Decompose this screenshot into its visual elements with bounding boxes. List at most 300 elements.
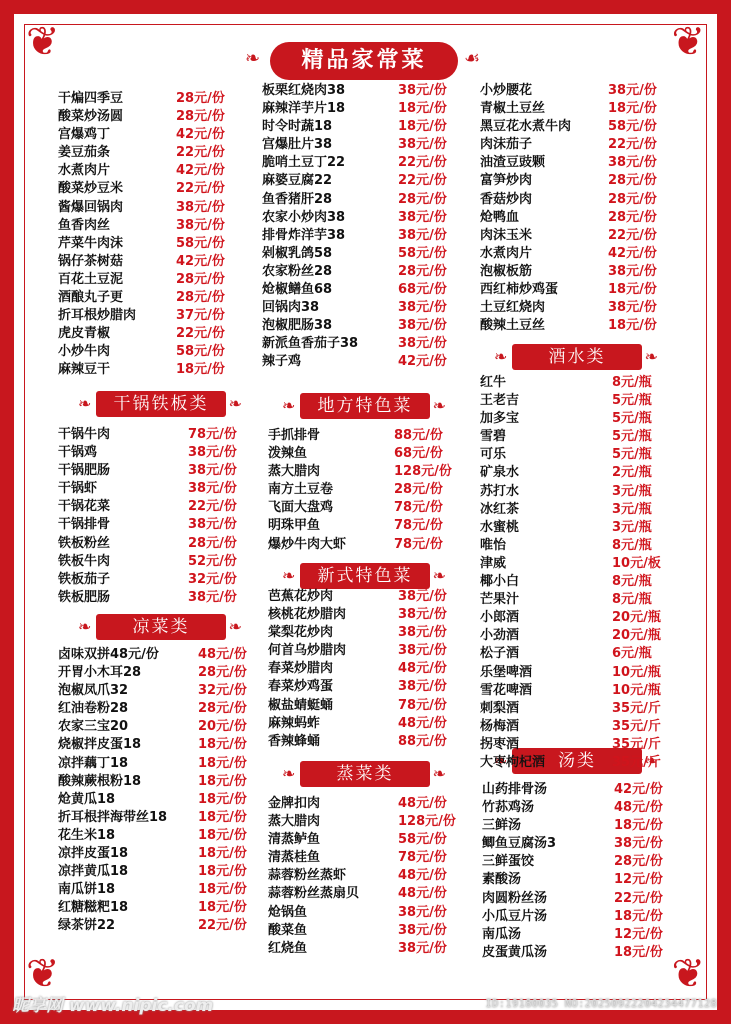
dish-price: 3元/瓶 xyxy=(612,483,652,499)
dish-price: 28元/份 xyxy=(608,191,657,207)
dish-price: 28元/份 xyxy=(176,91,225,106)
menu-item xyxy=(480,537,690,555)
menu-item xyxy=(480,700,690,718)
dish-price: 48元/份 xyxy=(614,800,663,816)
menu-item xyxy=(480,374,690,392)
menu-list-jiushui xyxy=(480,374,690,772)
dish-name: 刺梨酒 xyxy=(480,700,520,716)
dish-price: 18元/份 xyxy=(614,818,663,834)
dish-name: 农家粉丝28 xyxy=(262,263,333,279)
dish-price: 28元/份 xyxy=(398,191,447,207)
dish-name: 农家三宝20 xyxy=(58,719,129,735)
section-title-difang: ❧ 地方特色菜 ❧ xyxy=(300,393,430,419)
menu-item xyxy=(480,245,690,263)
dish-price: 28元/份 xyxy=(188,535,237,551)
dish-price: 38元/份 xyxy=(398,589,447,604)
dish-name: 铁板牛肉 xyxy=(58,553,111,569)
dish-name: 炝锅鱼 xyxy=(268,904,308,920)
dish-name: 酱爆回锅肉 xyxy=(58,199,124,215)
menu-list-difang xyxy=(268,427,468,554)
dish-name: 拐枣酒 xyxy=(480,736,520,752)
menu-item xyxy=(482,908,692,926)
dish-name: 皮蛋黄瓜汤 xyxy=(482,944,548,960)
menu-item xyxy=(482,890,692,908)
menu-item xyxy=(58,791,258,809)
dish-price: 38元/份 xyxy=(398,318,447,334)
dish-price: 38元/份 xyxy=(398,922,447,938)
dish-price: 38元/份 xyxy=(608,300,657,316)
dish-name: 山药排骨汤 xyxy=(482,782,548,797)
dish-price: 32元/份 xyxy=(188,571,237,587)
menu-item xyxy=(480,154,690,172)
dish-price: 5元/瓶 xyxy=(612,447,652,463)
dish-price: 38元/份 xyxy=(188,481,237,497)
dish-name: 芒果汁 xyxy=(480,592,520,608)
dish-price: 128元/份 xyxy=(394,464,452,480)
dish-name: 排骨炸洋芋38 xyxy=(262,227,346,243)
dish-price: 18元/份 xyxy=(608,318,657,334)
dish-name: 宫爆鸡丁 xyxy=(58,127,111,143)
menu-item xyxy=(268,678,468,696)
dish-name: 春菜炒腊肉 xyxy=(268,661,334,677)
dish-price: 38元/份 xyxy=(176,217,225,233)
dish-name: 干锅牛肉 xyxy=(58,427,111,442)
menu-item xyxy=(482,817,692,835)
menu-item xyxy=(58,682,258,700)
dish-name: 小炒牛肉 xyxy=(58,344,111,360)
menu-list-liangcai xyxy=(58,646,258,936)
dish-name: 金牌扣肉 xyxy=(268,796,321,811)
menu-item xyxy=(268,427,468,445)
dish-price: 58元/份 xyxy=(176,235,225,251)
dish-name: 百花土豆泥 xyxy=(58,271,124,287)
dish-name: 清蒸桂鱼 xyxy=(268,850,321,866)
dish-price: 8元/瓶 xyxy=(612,375,652,390)
menu-item xyxy=(480,118,690,136)
page-title: 精品家常菜 xyxy=(270,42,458,80)
dish-price: 68元/份 xyxy=(398,282,447,298)
dish-price: 32元/份 xyxy=(198,683,247,699)
menu-item xyxy=(58,664,258,682)
dish-price: 38元/份 xyxy=(398,679,447,695)
dish-name: 蒸大腊肉 xyxy=(268,814,321,830)
dish-name: 麻辣豆干 xyxy=(58,362,111,378)
menu-item xyxy=(58,498,248,516)
dish-price: 10元/瓶 xyxy=(612,664,661,680)
menu-item xyxy=(268,885,468,903)
section-title-tang: ❧ 汤类 ❧ xyxy=(512,748,642,774)
section-title-zhengcai: ❧ 蒸菜类 ❧ xyxy=(300,761,430,787)
dish-name: 蒜蓉粉丝蒸扇贝 xyxy=(268,886,360,902)
dish-name: 酸菜鱼 xyxy=(268,922,308,938)
dish-name: 芭蕉花炒肉 xyxy=(268,589,334,604)
dish-name: 小劲酒 xyxy=(480,628,520,644)
dish-name: 水煮肉片 xyxy=(58,163,111,179)
dish-price: 38元/份 xyxy=(398,336,447,352)
dish-price: 38元/份 xyxy=(398,607,447,623)
menu-item xyxy=(58,90,248,108)
dish-name: 肉沫玉米 xyxy=(480,227,533,243)
dish-price: 42元/份 xyxy=(176,127,225,143)
menu-item xyxy=(480,317,690,335)
menu-item xyxy=(58,845,258,863)
dish-price: 18元/份 xyxy=(198,737,247,753)
dish-price: 28元/份 xyxy=(176,109,225,125)
menu-item xyxy=(262,136,462,154)
dish-price: 42元/份 xyxy=(608,245,657,261)
dish-price: 18元/份 xyxy=(176,362,225,378)
dish-name: 芹菜牛肉沫 xyxy=(58,235,124,251)
dish-price: 38元/份 xyxy=(398,625,447,641)
menu-item xyxy=(482,835,692,853)
menu-item xyxy=(262,353,462,371)
dish-price: 78元/份 xyxy=(394,518,443,534)
dish-name: 鱼香肉丝 xyxy=(58,217,111,233)
menu-item xyxy=(268,642,468,660)
dish-price: 38元/份 xyxy=(398,209,447,225)
dish-name: 竹荪鸡汤 xyxy=(482,800,535,816)
menu-item xyxy=(268,624,468,642)
dish-price: 48元/份 xyxy=(398,886,447,902)
dish-price: 2元/瓶 xyxy=(612,465,652,481)
section-title-ganguo: ❧ 干锅铁板类 ❧ xyxy=(96,391,226,417)
dish-price: 18元/份 xyxy=(614,944,663,960)
dish-name: 何首乌炒腊肉 xyxy=(268,643,347,659)
dish-name: 麻辣蚂蚱 xyxy=(268,715,321,731)
dish-price: 28元/份 xyxy=(198,665,247,681)
dish-name: 脆哨土豆丁22 xyxy=(262,155,346,171)
menu-item xyxy=(482,853,692,871)
menu-item xyxy=(482,781,692,799)
dish-price: 20元/份 xyxy=(198,719,247,735)
dish-name: 春菜炒鸡蛋 xyxy=(268,679,334,695)
dish-name: 津威 xyxy=(480,555,507,571)
menu-item xyxy=(480,82,690,100)
dish-name: 绿茶饼22 xyxy=(58,918,116,934)
dish-price: 68元/份 xyxy=(394,446,443,462)
dish-price: 38元/份 xyxy=(398,940,447,956)
menu-list-home-2 xyxy=(262,82,462,372)
menu-item xyxy=(268,867,468,885)
dish-name: 飞面大盘鸡 xyxy=(268,500,334,516)
dish-name: 黑豆花水煮牛肉 xyxy=(480,119,572,135)
dish-name: 王老吉 xyxy=(480,393,520,409)
dish-price: 28元/份 xyxy=(198,701,247,717)
dish-name: 花生米18 xyxy=(58,827,116,843)
menu-item xyxy=(58,809,258,827)
dish-price: 10元/板 xyxy=(612,555,661,571)
dish-name: 凉拌藕丁18 xyxy=(58,755,129,771)
dish-name: 富笋炒肉 xyxy=(480,173,533,189)
dish-name: 铁板肥肠 xyxy=(58,589,111,605)
menu-item xyxy=(268,517,468,535)
dish-price: 38元/份 xyxy=(398,83,447,98)
dish-name: 泼辣鱼 xyxy=(268,446,308,462)
dish-name: 麻辣洋芋片18 xyxy=(262,101,346,117)
dish-price: 18元/份 xyxy=(198,755,247,771)
menu-item xyxy=(262,299,462,317)
menu-item xyxy=(480,263,690,281)
dish-price: 35元/斤 xyxy=(612,754,661,770)
menu-item xyxy=(58,144,248,162)
dish-name: 核桃花炒腊肉 xyxy=(268,607,347,623)
dish-price: 22元/份 xyxy=(608,227,657,243)
dish-name: 三鲜汤 xyxy=(482,818,522,834)
dish-price: 58元/份 xyxy=(398,832,447,848)
dish-price: 48元/份 xyxy=(398,796,447,811)
menu-item xyxy=(58,325,248,343)
menu-item xyxy=(482,926,692,944)
dish-name: 素酸汤 xyxy=(482,872,522,888)
menu-item xyxy=(58,289,248,307)
section-title-jiushui: ❧ 酒水类 ❧ xyxy=(512,344,642,370)
dish-price: 35元/斤 xyxy=(612,700,661,716)
dish-price: 18元/份 xyxy=(198,827,247,843)
menu-item xyxy=(262,245,462,263)
watermark-id: ID:19180035 NO:20250922204234477128 xyxy=(485,997,717,1010)
dish-price: 78元/份 xyxy=(188,427,237,442)
menu-item xyxy=(58,755,258,773)
dish-price: 38元/份 xyxy=(398,300,447,316)
menu-item xyxy=(480,191,690,209)
dish-name: 炝椒鳝鱼68 xyxy=(262,282,333,298)
dish-price: 18元/份 xyxy=(608,101,657,117)
menu-item xyxy=(58,516,248,534)
dish-name: 油渣豆豉颗 xyxy=(480,155,546,171)
menu-item xyxy=(480,627,690,645)
menu-item xyxy=(58,235,248,253)
dish-price: 20元/瓶 xyxy=(612,628,661,644)
menu-item xyxy=(268,831,468,849)
section-title-xinshi: ❧ 新式特色菜 ❧ xyxy=(300,563,430,589)
dish-name: 小郎酒 xyxy=(480,610,520,626)
dish-price: 8元/瓶 xyxy=(612,574,652,590)
menu-item xyxy=(262,154,462,172)
dish-price: 78元/份 xyxy=(398,697,447,713)
menu-item xyxy=(268,606,468,624)
dish-name: 烧椒拌皮蛋18 xyxy=(58,737,142,753)
dish-name: 红糖糍粑18 xyxy=(58,900,129,916)
menu-item xyxy=(480,281,690,299)
dish-price: 18元/份 xyxy=(198,900,247,916)
dish-name: 炝鸭血 xyxy=(480,209,520,225)
dish-name: 麻婆豆腐22 xyxy=(262,173,333,189)
menu-item xyxy=(268,904,468,922)
dish-price: 52元/份 xyxy=(188,553,237,569)
menu-item xyxy=(268,697,468,715)
menu-item xyxy=(268,795,468,813)
dish-price: 22元/份 xyxy=(176,326,225,342)
dish-name: 新派鱼香茄子38 xyxy=(262,336,359,352)
menu-item xyxy=(58,253,248,271)
dish-price: 88元/份 xyxy=(398,733,447,749)
dish-name: 剁椒乳鸽58 xyxy=(262,245,333,261)
menu-item xyxy=(268,481,468,499)
dish-price: 38元/份 xyxy=(398,227,447,243)
menu-item xyxy=(480,299,690,317)
menu-item xyxy=(58,480,248,498)
menu-item xyxy=(268,922,468,940)
dish-name: 清蒸鲈鱼 xyxy=(268,832,321,848)
menu-item xyxy=(268,715,468,733)
dish-price: 12元/份 xyxy=(614,872,663,888)
menu-item xyxy=(268,588,468,606)
dish-name: 肉圆粉丝汤 xyxy=(482,890,548,906)
menu-list-ganguo xyxy=(58,426,248,607)
menu-item xyxy=(268,940,468,958)
dish-name: 板栗红烧肉38 xyxy=(262,83,346,98)
flourish-icon: ☙ xyxy=(464,48,481,69)
dish-price: 37元/份 xyxy=(176,308,225,324)
menu-item xyxy=(58,108,248,126)
menu-item xyxy=(480,645,690,663)
menu-item xyxy=(58,126,248,144)
dish-name: 铁板茄子 xyxy=(58,571,111,587)
menu-item xyxy=(262,317,462,335)
corner-ornament-icon: ❦ xyxy=(26,951,60,997)
menu-item xyxy=(480,718,690,736)
dish-price: 48元/份 xyxy=(398,715,447,731)
dish-price: 38元/份 xyxy=(608,83,657,98)
dish-name: 南瓜汤 xyxy=(482,926,522,942)
menu-item xyxy=(58,899,258,917)
menu-item xyxy=(480,519,690,537)
menu-item xyxy=(262,82,462,100)
dish-name: 鱼香猪肝28 xyxy=(262,191,333,207)
dish-name: 小炒腰花 xyxy=(480,83,533,98)
dish-price: 22元/份 xyxy=(188,499,237,515)
dish-name: 折耳根炒腊肉 xyxy=(58,308,137,324)
dish-name: 泡椒肥肠38 xyxy=(262,318,333,334)
dish-price: 35元/斤 xyxy=(612,736,661,752)
dish-price: 18元/份 xyxy=(198,882,247,898)
menu-item xyxy=(480,483,690,501)
dish-name: 鲫鱼豆腐汤3 xyxy=(482,836,557,852)
menu-item xyxy=(480,501,690,519)
dish-price: 58元/份 xyxy=(176,344,225,360)
menu-item xyxy=(58,863,258,881)
menu-list-xinshi xyxy=(268,588,468,751)
dish-name: 加多宝 xyxy=(480,411,520,427)
menu-item xyxy=(480,392,690,410)
dish-price: 38元/份 xyxy=(188,463,237,479)
menu-item xyxy=(58,361,248,379)
dish-price: 38元/份 xyxy=(398,643,447,659)
menu-item xyxy=(58,917,258,935)
dish-name: 卤味双拼48元/份 xyxy=(58,647,159,662)
dish-name: 干锅鸡 xyxy=(58,445,98,461)
menu-item xyxy=(480,100,690,118)
menu-item xyxy=(58,444,248,462)
dish-name: 手抓排骨 xyxy=(268,428,321,443)
menu-item xyxy=(482,871,692,889)
dish-price: 58元/份 xyxy=(608,119,657,135)
dish-price: 42元/份 xyxy=(614,782,663,797)
dish-price: 48元/份 xyxy=(398,868,447,884)
dish-price: 22元/份 xyxy=(614,890,663,906)
dish-price: 5元/瓶 xyxy=(612,393,652,409)
menu-item xyxy=(262,335,462,353)
watermark-logo: 昵享网 www.nipic.com xyxy=(12,996,214,1016)
dish-price: 35元/斤 xyxy=(612,718,661,734)
menu-item xyxy=(58,881,258,899)
dish-price: 38元/份 xyxy=(398,137,447,153)
menu-item xyxy=(262,263,462,281)
dish-name: 香菇炒肉 xyxy=(480,191,533,207)
dish-name: 椰小白 xyxy=(480,574,520,590)
dish-name: 干锅排骨 xyxy=(58,517,111,533)
dish-name: 大枣枸杞酒 xyxy=(480,754,546,770)
dish-name: 蒸大腊肉 xyxy=(268,464,321,480)
dish-price: 38元/份 xyxy=(398,904,447,920)
menu-list-zhengcai xyxy=(268,795,468,958)
dish-price: 5元/瓶 xyxy=(612,411,652,427)
dish-price: 22元/份 xyxy=(176,181,225,197)
dish-name: 泡椒板筋 xyxy=(480,263,533,279)
dish-price: 128元/份 xyxy=(398,814,456,830)
dish-price: 38元/份 xyxy=(614,836,663,852)
dish-name: 干锅虾 xyxy=(58,481,98,497)
dish-name: 唯怡 xyxy=(480,537,507,553)
menu-item xyxy=(262,172,462,190)
dish-name: 辣子鸡 xyxy=(262,354,302,370)
dish-price: 18元/份 xyxy=(608,282,657,298)
dish-price: 18元/份 xyxy=(198,791,247,807)
dish-name: 香辣蜂蛹 xyxy=(268,733,321,749)
dish-name: 虎皮青椒 xyxy=(58,326,111,342)
dish-price: 88元/份 xyxy=(394,428,443,443)
dish-price: 10元/瓶 xyxy=(612,682,661,698)
dish-price: 28元/份 xyxy=(176,271,225,287)
dish-price: 18元/份 xyxy=(198,773,247,789)
dish-price: 38元/份 xyxy=(608,155,657,171)
dish-price: 18元/份 xyxy=(398,101,447,117)
menu-item xyxy=(58,553,248,571)
menu-item xyxy=(482,799,692,817)
dish-name: 红烧鱼 xyxy=(268,940,308,956)
dish-name: 时令时蔬18 xyxy=(262,119,333,135)
dish-price: 18元/份 xyxy=(614,908,663,924)
menu-item xyxy=(480,209,690,227)
menu-item xyxy=(480,664,690,682)
dish-name: 锅仔茶树菇 xyxy=(58,253,124,269)
menu-item xyxy=(262,100,462,118)
dish-name: 南方土豆卷 xyxy=(268,482,334,498)
dish-price: 3元/瓶 xyxy=(612,501,652,517)
dish-price: 20元/瓶 xyxy=(612,610,661,626)
dish-name: 酸菜炒豆米 xyxy=(58,181,124,197)
dish-price: 22元/份 xyxy=(608,137,657,153)
dish-price: 18元/份 xyxy=(198,846,247,862)
dish-name: 干锅肥肠 xyxy=(58,463,111,479)
dish-price: 48元/份 xyxy=(398,661,447,677)
dish-price: 42元/份 xyxy=(176,253,225,269)
menu-item xyxy=(58,646,258,664)
dish-price: 5元/瓶 xyxy=(612,429,652,445)
flourish-icon: ❧ xyxy=(245,48,261,69)
dish-price: 78元/份 xyxy=(394,500,443,516)
dish-name: 宫爆肚片38 xyxy=(262,137,333,153)
dish-price: 12元/份 xyxy=(614,926,663,942)
dish-price: 18元/份 xyxy=(398,119,447,135)
dish-price: 28元/份 xyxy=(614,854,663,870)
dish-name: 苏打水 xyxy=(480,483,520,499)
dish-name: 姜豆茄条 xyxy=(58,145,111,161)
menu-item xyxy=(268,813,468,831)
menu-item xyxy=(58,535,248,553)
dish-name: 凉拌黄瓜18 xyxy=(58,864,129,880)
menu-item xyxy=(58,700,258,718)
